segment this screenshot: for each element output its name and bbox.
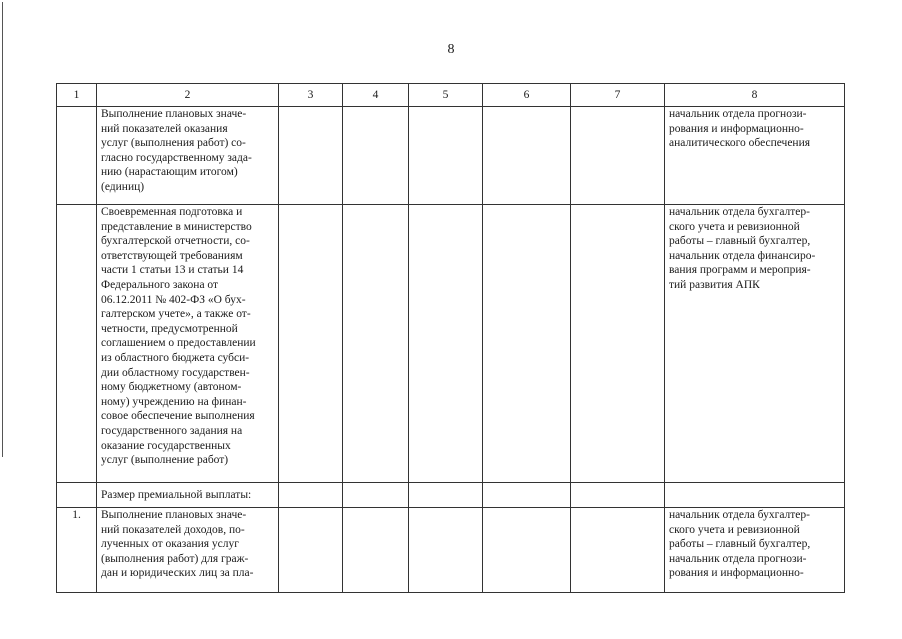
- responsible-person-cell: начальник отдела бухгалтер- ского учета и ревизионной работы – главный бухгалтер, начальник отдела финансиро- вания программ и мероприя- тий развития АПК: [665, 205, 845, 483]
- left-margin-rule: [2, 2, 3, 457]
- empty-cell: [571, 107, 665, 205]
- empty-cell: [409, 508, 483, 593]
- column-header: 8: [665, 84, 845, 107]
- empty-cell: [279, 508, 343, 593]
- criteria-table: [56, 83, 845, 593]
- column-header: 2: [97, 84, 279, 107]
- indicator-description-cell: Выполнение плановых значе- ний показателей оказания услуг (выполнения работ) со- гласно государственному зада- нию (нарастающим итогом) (единиц): [97, 107, 279, 205]
- empty-cell: [343, 107, 409, 205]
- empty-cell: [409, 205, 483, 483]
- empty-cell: [571, 483, 665, 508]
- page-number: 8: [447, 42, 455, 57]
- empty-cell: [343, 508, 409, 593]
- row-number-cell: [57, 483, 97, 508]
- responsible-person-cell: начальник отдела бухгалтер- ского учета и ревизионной работы – главный бухгалтер, начальник отдела прогнози- рования и информационно-: [665, 508, 845, 593]
- table-row: [57, 205, 845, 483]
- empty-cell: [483, 508, 571, 593]
- empty-cell: [409, 483, 483, 508]
- table-row: [57, 483, 845, 508]
- empty-cell: [571, 508, 665, 593]
- indicator-description-cell: Выполнение плановых значе- ний показателей доходов, по- лученных от оказания услуг (выполнения работ) для граж- дан и юридических лиц за пла-: [97, 508, 279, 593]
- row-number-cell: 1.: [57, 508, 97, 593]
- table-header-row: [57, 84, 845, 107]
- row-number-cell: [57, 205, 97, 483]
- responsible-person-cell: начальник отдела прогнози- рования и информационно- аналитического обеспечения: [665, 107, 845, 205]
- empty-cell: [343, 205, 409, 483]
- section-heading-cell: Размер премиальной выплаты:: [97, 483, 279, 508]
- empty-cell: [343, 483, 409, 508]
- empty-cell: [483, 205, 571, 483]
- column-header: 1: [57, 84, 97, 107]
- column-header: 7: [571, 84, 665, 107]
- empty-cell: [483, 107, 571, 205]
- empty-cell: [571, 205, 665, 483]
- empty-cell: [279, 205, 343, 483]
- column-header: 3: [279, 84, 343, 107]
- empty-cell: [409, 107, 483, 205]
- table-row: [57, 508, 845, 593]
- column-header: 5: [409, 84, 483, 107]
- column-header: 6: [483, 84, 571, 107]
- indicator-description-cell: Своевременная подготовка и представление в министерство бухгалтерской отчетности, со- ответствующей требованиям части 1 статьи 13 и статьи 14 Федерального закона от 06.12.2011 № 402-ФЗ «О бух- галтерском учете», а также от- четности, предусмотренной соглашением о предоставлении из областного бюджета субси- дии областному государствен- ному бюджетному (автоном- ному) учреждению на финан- совое обеспечение выполнения государственного задания на оказание государственных услуг (выполнение работ): [97, 205, 279, 483]
- responsible-person-cell: [665, 483, 845, 508]
- empty-cell: [279, 483, 343, 508]
- empty-cell: [483, 483, 571, 508]
- column-header: 4: [343, 84, 409, 107]
- row-number-cell: [57, 107, 97, 205]
- empty-cell: [279, 107, 343, 205]
- table-row: [57, 107, 845, 205]
